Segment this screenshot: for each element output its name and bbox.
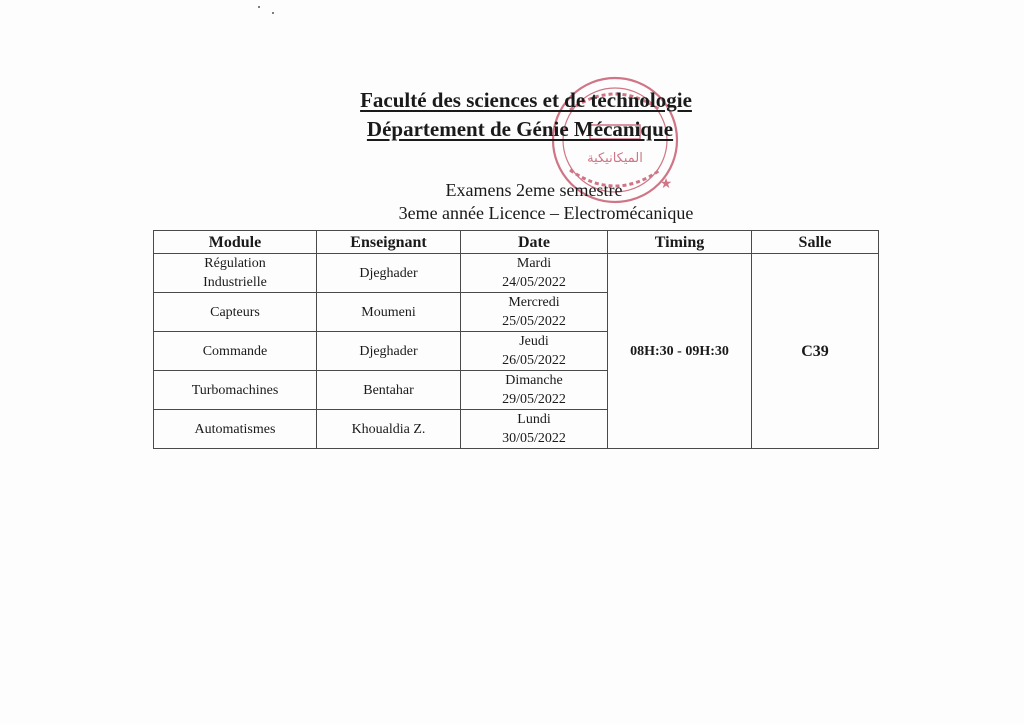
timing-cell: 08H:30 - 09H:30	[608, 254, 752, 449]
header-timing: Timing	[608, 231, 752, 254]
date-day: Dimanche	[505, 373, 563, 388]
date-day: Jeudi	[519, 334, 549, 349]
room-cell: C39	[752, 254, 879, 449]
date-cell	[461, 332, 608, 371]
header-date: Date	[461, 231, 608, 254]
date-value: 30/05/2022	[502, 431, 566, 446]
teacher-cell: Djeghader	[317, 332, 461, 371]
scan-speck	[258, 6, 260, 8]
date-day: Lundi	[517, 412, 551, 427]
teacher-cell: Bentahar	[317, 371, 461, 410]
date-cell	[461, 293, 608, 332]
table-header-row	[154, 231, 879, 254]
header-module: Module	[154, 231, 317, 254]
stamp-text: الميكانيكية	[587, 151, 643, 166]
date-cell	[461, 371, 608, 410]
scan-speck	[272, 12, 274, 14]
module-cell: Régulation Industrielle	[154, 254, 317, 293]
module-cell: Commande	[154, 332, 317, 371]
header-teacher: Enseignant	[317, 231, 461, 254]
program-subtitle: 3eme année Licence – Electromécanique	[398, 203, 694, 223]
date-cell	[461, 410, 608, 449]
date-value: 29/05/2022	[502, 392, 566, 407]
teacher-cell: Djeghader	[317, 254, 461, 293]
date-day: Mardi	[516, 256, 552, 271]
date-value: 24/05/2022	[502, 275, 566, 290]
date-cell	[461, 254, 608, 293]
exam-schedule-table	[153, 230, 879, 449]
department-title: Département de Génie Mécanique	[366, 117, 674, 141]
exams-subtitle: Examens 2eme semestre	[445, 180, 623, 200]
header-room: Salle	[752, 231, 879, 254]
date-day: Mercredi	[508, 295, 560, 310]
teacher-cell: Moumeni	[317, 293, 461, 332]
module-cell: Turbomachines	[154, 371, 317, 410]
module-cell: Capteurs	[154, 293, 317, 332]
date-value: 25/05/2022	[502, 314, 566, 329]
table-row	[154, 254, 879, 293]
teacher-cell: Khoualdia Z.	[317, 410, 461, 449]
stamp-star-icon: ★	[659, 176, 673, 192]
date-value: 26/05/2022	[502, 353, 566, 368]
faculty-title: Faculté des sciences et de technologie	[360, 88, 692, 112]
module-cell: Automatismes	[154, 410, 317, 449]
